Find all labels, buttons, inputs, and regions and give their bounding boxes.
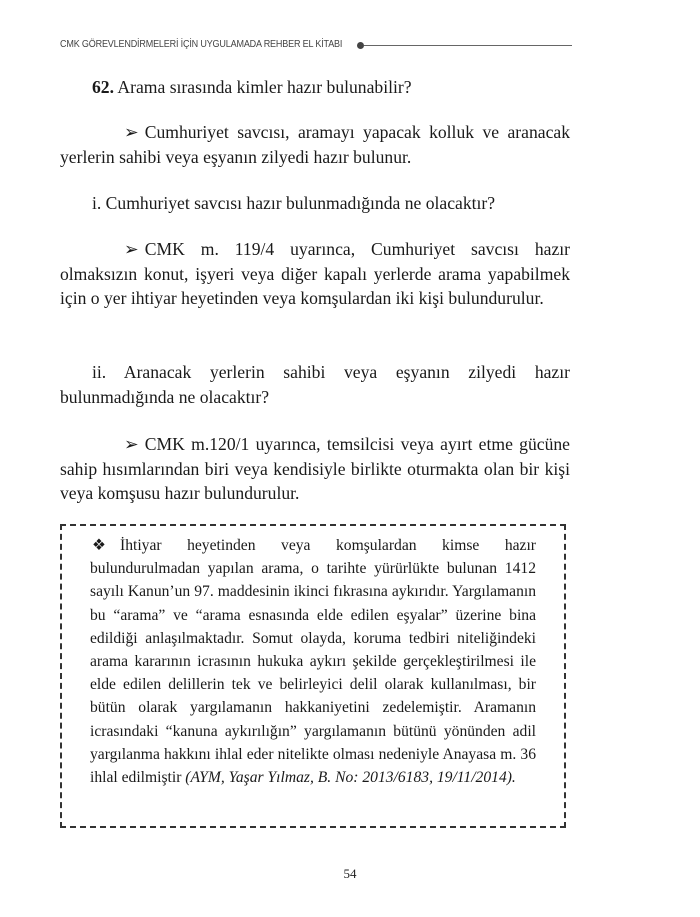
sub-question-ii-text: ii. Aranacak yerlerin sahibi veya eşyanın zilyedi hazır bulunmadığında ne olacaktır? bbox=[60, 362, 570, 407]
header-rule bbox=[364, 45, 572, 46]
sub-question-ii bbox=[60, 360, 570, 409]
question-text: Arama sırasında kimler hazır bulunabilir? bbox=[114, 77, 412, 97]
header-title: CMK GÖREVLENDİRMELERİ İÇİN UYGULAMADA REHBER EL KİTABI bbox=[60, 38, 343, 50]
arrow-bullet-icon: ➢ bbox=[124, 434, 139, 454]
arrow-bullet-icon: ➢ bbox=[124, 239, 139, 259]
sub-question-i-text: i. Cumhuriyet savcısı hazır bulunmadığında ne olacaktır? bbox=[92, 193, 496, 213]
answer-text-1: Cumhuriyet savcısı, aramayı yapacak kolluk ve aranacak yerlerin sahibi veya eşyanın zilyedi hazır bulunur. bbox=[60, 122, 570, 167]
answer-paragraph-1 bbox=[60, 120, 570, 169]
answer-paragraph-2 bbox=[60, 237, 570, 311]
callout-text: İhtiyar heyetinden veya komşulardan kimse hazır bulundurulmadan yapılan arama, o tarihte yürürlükte bulunan 1412 sayılı Kanun’un 97. maddesinin ikinci fıkrasına aykırıdır. Yargılamanın bu “arama” ve “arama esnasında elde edilen eşyalar” üzerine bina edildiği anlaşılmaktadır. Somut olayda, koruma tedbiri niteliğindeki arama kararının icrasının hukuka aykırı şekilde gerçekleştirilmesi ile elde edilen delillerin tek ve belirleyici delil olarak kullanılması, bir bütün olarak yargılamanın hakkaniyetini zedelemiştir. Aramanın icrasındaki “kanuna aykırılığın” yargılamanın bütünü yönünden adil yargılanma hakkını ihlal eder nitelikte olması nedeniyle Anayasa m. 36 ihlal edilmiştir bbox=[90, 537, 536, 787]
arrow-bullet-icon: ➢ bbox=[124, 122, 139, 142]
answer-paragraph-3 bbox=[60, 432, 570, 506]
page-number: 54 bbox=[343, 866, 357, 881]
court-citation: (AYM, Yaşar Yılmaz, B. No: 2013/6183, 19/11/2014). bbox=[185, 769, 516, 787]
callout-paragraph bbox=[90, 534, 536, 789]
case-law-callout-box bbox=[60, 524, 566, 828]
running-header bbox=[60, 38, 572, 54]
question-62 bbox=[60, 75, 570, 100]
answer-text-2: CMK m. 119/4 uyarınca, Cumhuriyet savcısı hazır olmaksızın konut, işyeri veya diğer kapalı yerlerde arama yapabilmek için o yer ihtiyar heyetinden veya komşulardan iki kişi bulundurulur. bbox=[60, 239, 570, 308]
diamond-bullet-icon: ❖ bbox=[92, 537, 106, 554]
header-bullet-dot bbox=[357, 42, 364, 49]
sub-question-i bbox=[60, 191, 570, 216]
answer-text-3: CMK m.120/1 uyarınca, temsilcisi veya ayırt etme gücüne sahip hısımlarından biri veya kendisiyle birlikte oturmakta olan bir kişi veya komşusu hazır bulundurulur. bbox=[60, 434, 570, 503]
question-number: 62. bbox=[92, 77, 114, 97]
